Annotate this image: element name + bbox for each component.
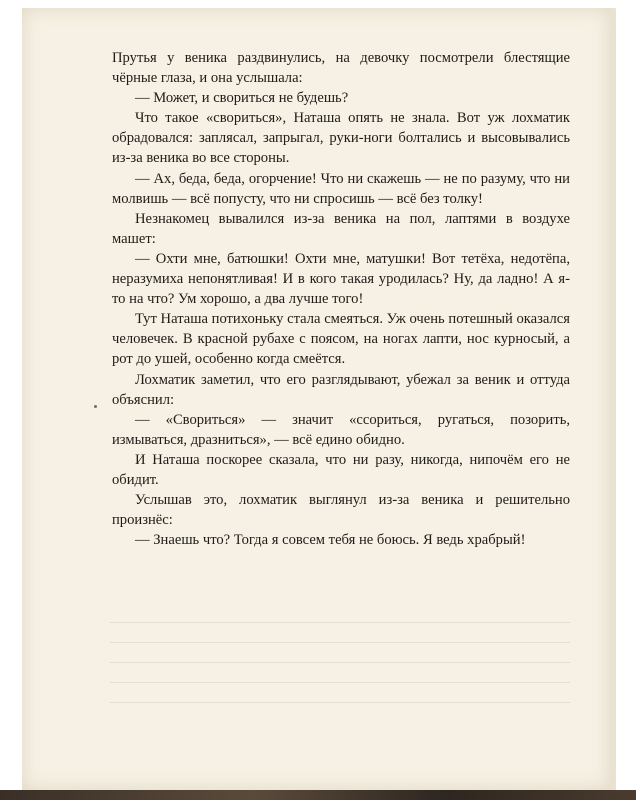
- paragraph: — Ах, беда, беда, огорчение! Что ни скажешь — не по разуму, что ни молвишь — всё попусту, что ни спросишь — всё без толку!: [112, 170, 570, 207]
- scan-speck: [94, 405, 97, 408]
- page-edge: [610, 8, 616, 790]
- paragraph: — Знаешь что? Тогда я совсем тебя не боюсь. Я ведь храбрый!: [135, 532, 526, 549]
- paragraph: Лохматик заметил, что его разглядывают, убежал за веник и оттуда объяснил:: [112, 371, 570, 408]
- paragraph: И Наташа поскорее сказала, что ни разу, никогда, нипочём его не обидит.: [112, 451, 570, 488]
- scan-bottom-strip: [0, 790, 636, 800]
- paragraph: Тут Наташа потихоньку стала смеяться. Уж очень потешный оказался человечек. В красной рубахе с поясом, на ногах лапти, нос курносый, а рот до ушей, особенно когда смеётся.: [112, 311, 570, 368]
- paragraph: Прутья у веника раздвинулись, на девочку посмотрели блестящие чёрные глаза, и она услышала:: [112, 50, 570, 87]
- bleed-through-text: [110, 610, 570, 720]
- paragraph: Что такое «свориться», Наташа опять не знала. Вот уж лохматик обрадовался: заплясал, запрыгал, руки-ноги болтались и высовывались из-за веника во все стороны.: [112, 110, 570, 167]
- paragraph: Услышав это, лохматик выглянул из-за веника и решительно произнёс:: [112, 492, 570, 529]
- paragraph: Незнакомец вывалился из-за веника на пол, лаптями в воздухе машет:: [112, 210, 570, 247]
- page-text: [112, 48, 570, 550]
- paragraph: — Может, и свориться не будешь?: [135, 90, 349, 107]
- paragraph: — Охти мне, батюшки! Охти мне, матушки! Вот тетёха, недотёпа, неразумиха непонятливая! И в кого такая уродилась? Ну, да ладно! А я-то на что? Ум хорошо, а два лучше того!: [112, 250, 570, 308]
- paragraph: — «Свориться» — значит «ссориться, ругаться, позорить, измываться, дразниться», — всё едино обидно.: [112, 411, 570, 448]
